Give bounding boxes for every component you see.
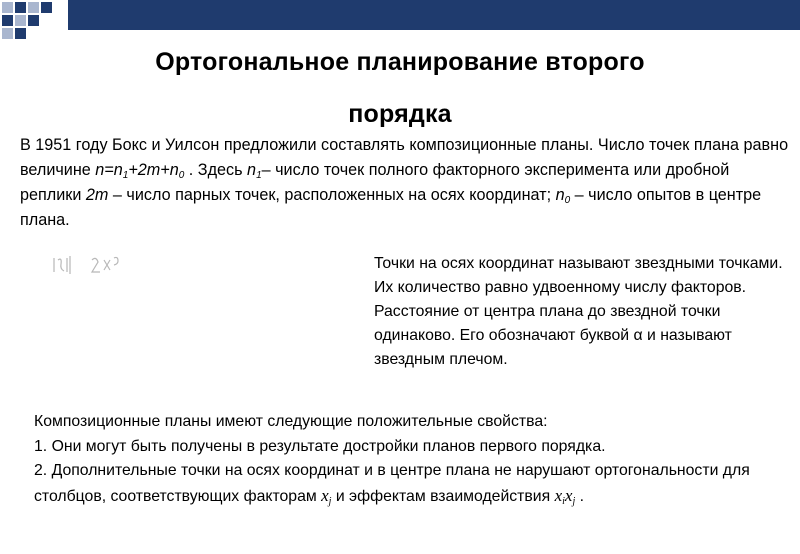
intro-paragraph	[20, 133, 790, 233]
intro-text-4: – число парных точек, расположенных на осях координат;	[108, 186, 556, 204]
faded-formula-image	[48, 252, 128, 278]
properties-line-3: 2. Дополнительные точки на осях координат и в центре плана не нарушают ортогональности для столбцов, соответствующих факторам $x_j$ и эффектам взаимодействия $x_ix_j$ .	[34, 462, 750, 507]
symbol-n0: $n_0$	[555, 186, 571, 206]
properties-line-2: 1. Они могут быть получены в результате достройки планов первого порядка.	[34, 437, 606, 455]
intro-text-1: В 1951 году Бокс и Уилсон предложили составлять композиционные планы. Число точек плана равно величине	[20, 136, 789, 179]
title-line-2: порядка	[348, 100, 452, 128]
intro-text-3: – число точек полного факторного эксперимента или дробной реплики	[20, 161, 730, 204]
slide-title	[0, 36, 800, 140]
intro-text-2: . Здесь	[184, 161, 248, 179]
header-bar	[68, 0, 800, 30]
star-points-paragraph: Точки на осях координат называют звездными точками. Их количество равно удвоенному числу факторов. Расстояние от центра плана до звездной точки одинаково. Его обозначают буквой α и называют звездным плечом.	[374, 255, 783, 368]
symbol-n1: $n_1$	[247, 161, 262, 181]
symbol-2m: 2m	[85, 186, 109, 204]
title-line-1: Ортогональное планирование второго	[155, 48, 645, 76]
symbol-xixj: $x_ix_j$	[554, 485, 576, 507]
properties-paragraph	[34, 410, 774, 509]
intro-text-5: – число опытов в центре плана.	[20, 186, 762, 229]
properties-line-1: Композиционные планы имеют следующие положительные свойства:	[34, 413, 548, 430]
symbol-xj: $x_j$	[321, 485, 332, 507]
formula-n: $n=n_1+2m+n_0$	[95, 161, 185, 181]
